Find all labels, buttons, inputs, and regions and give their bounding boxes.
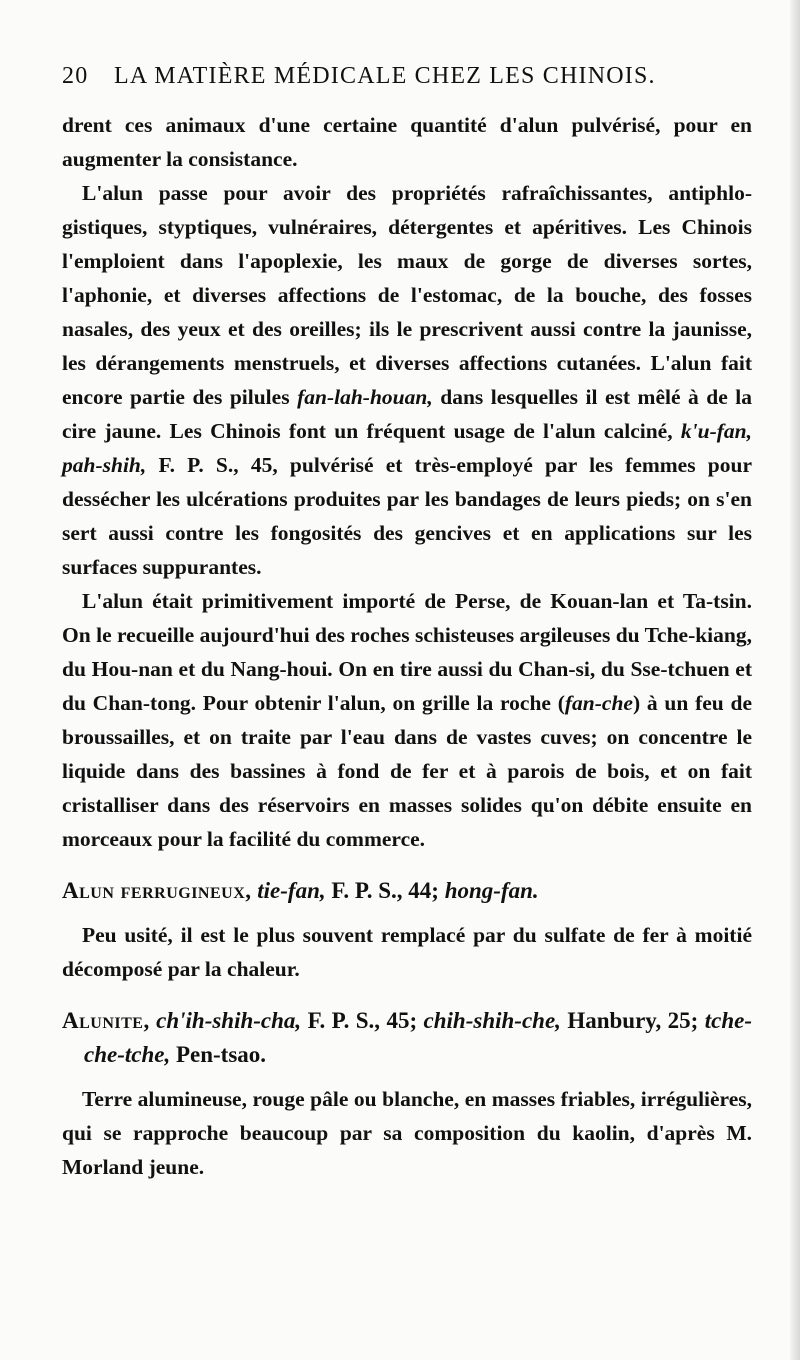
paragraph-alun-origin <box>62 584 752 856</box>
page-number: 20 <box>62 63 89 89</box>
entry-heading-alunite <box>62 1004 752 1072</box>
italic-term: tche-che-tche, <box>84 1008 753 1067</box>
entry-description-alunite <box>62 1082 752 1184</box>
paragraph-text: L'alun passe pour avoir des propriétés rafraîchissantes, antiphlogistiques, styptiques, vulnéraires, détergentes et apéritives. Les Chinois l'emploient dans l'apoplexie, les maux de gorge de diverses sortes, l'aphonie, et diverses affections de l'estomac, de la bouche, des fosses nasales, des yeux et des oreilles; ils le prescrivent aussi contre la jaunisse, les dérangements menstruels, et diverses affections cutanées. L'alun fait encore partie des pilules <box>62 181 752 409</box>
paragraph-continuation <box>62 108 752 176</box>
entry-reference: Hanbury, 25; <box>560 1008 699 1033</box>
running-header <box>62 63 752 97</box>
running-title: LA MATIÈRE MÉDICALE CHEZ LES CHINOIS. <box>114 63 656 89</box>
paragraph-alun-properties <box>62 176 752 584</box>
italic-term: ch'ih-shih-cha, <box>149 1008 302 1033</box>
entry-description: Terre alumineuse, rouge pâle ou blanche, en masses friables, irrégulières, qui se rapproche beaucoup par sa composition du kaolin, d'après M. Morland jeune. <box>62 1087 752 1179</box>
spacer <box>62 908 752 918</box>
spacer <box>62 986 752 1004</box>
italic-term: fan-lah-houan, <box>297 385 433 409</box>
entry-heading: Alunite, <box>62 1008 150 1033</box>
paragraph-text: drent ces animaux d'une certaine quantité d'alun pulvérisé, pour en augmenter la consistance. <box>62 113 752 171</box>
italic-term: tie-fan, <box>251 878 326 903</box>
spacer <box>62 1072 752 1082</box>
entry-heading: Alun ferrugineux, <box>62 878 252 903</box>
page-body <box>62 108 752 1184</box>
paragraph-text: F. P. S., 45, pulvérisé et très-employé par les femmes pour dessécher les ulcérations produites par les bandages de leurs pieds; on s'en sert aussi contre les fongosités des gencives et en applications sur les surfaces suppurantes. <box>62 453 752 579</box>
paragraph-text: dans lesquelles il est mêlé à de la cire jaune. Les Chinois font un fréquent usage de l'alun calciné, <box>62 385 753 443</box>
entry-heading-alun-ferrugineux <box>62 874 752 908</box>
italic-term: chih-shih-che, <box>417 1008 561 1033</box>
italic-term: k'u-fan, pah-shih, <box>62 419 752 477</box>
spacer <box>62 856 752 874</box>
entry-reference: F. P. S., 45; <box>301 1008 418 1033</box>
entry-reference: F. P. S., 44; <box>325 878 439 903</box>
paragraph-text: L'alun était primitivement importé de Perse, de Kouan-lan et Ta-tsin. On le recueille aujourd'hui des roches schisteuses argileuses du Tche-kiang, du Hou-nan et du Nang-houi. On en tire aussi du Chan-si, du Sse-tchuen et du Chan-tong. Pour obtenir l'alun, on grille la roche ( <box>62 589 752 715</box>
entry-description-alun-ferrugineux <box>62 918 752 986</box>
entry-reference: Pen-tsao. <box>170 1042 267 1067</box>
italic-term: hong-fan. <box>438 878 539 903</box>
entry-description: Peu usité, il est le plus souvent remplacé par du sulfate de fer à moitié décomposé par la chaleur. <box>62 923 752 981</box>
paragraph-text: ) à un feu de broussailles, et on traite par l'eau dans de vastes cuves; on concentre le liquide dans des bassines à fond de fer et à parois de bois, et on fait cristalliser dans des réservoirs en masses solides qu'on débite ensuite en morceaux pour la facilité du commerce. <box>62 691 753 851</box>
italic-term: fan-che <box>564 691 633 715</box>
